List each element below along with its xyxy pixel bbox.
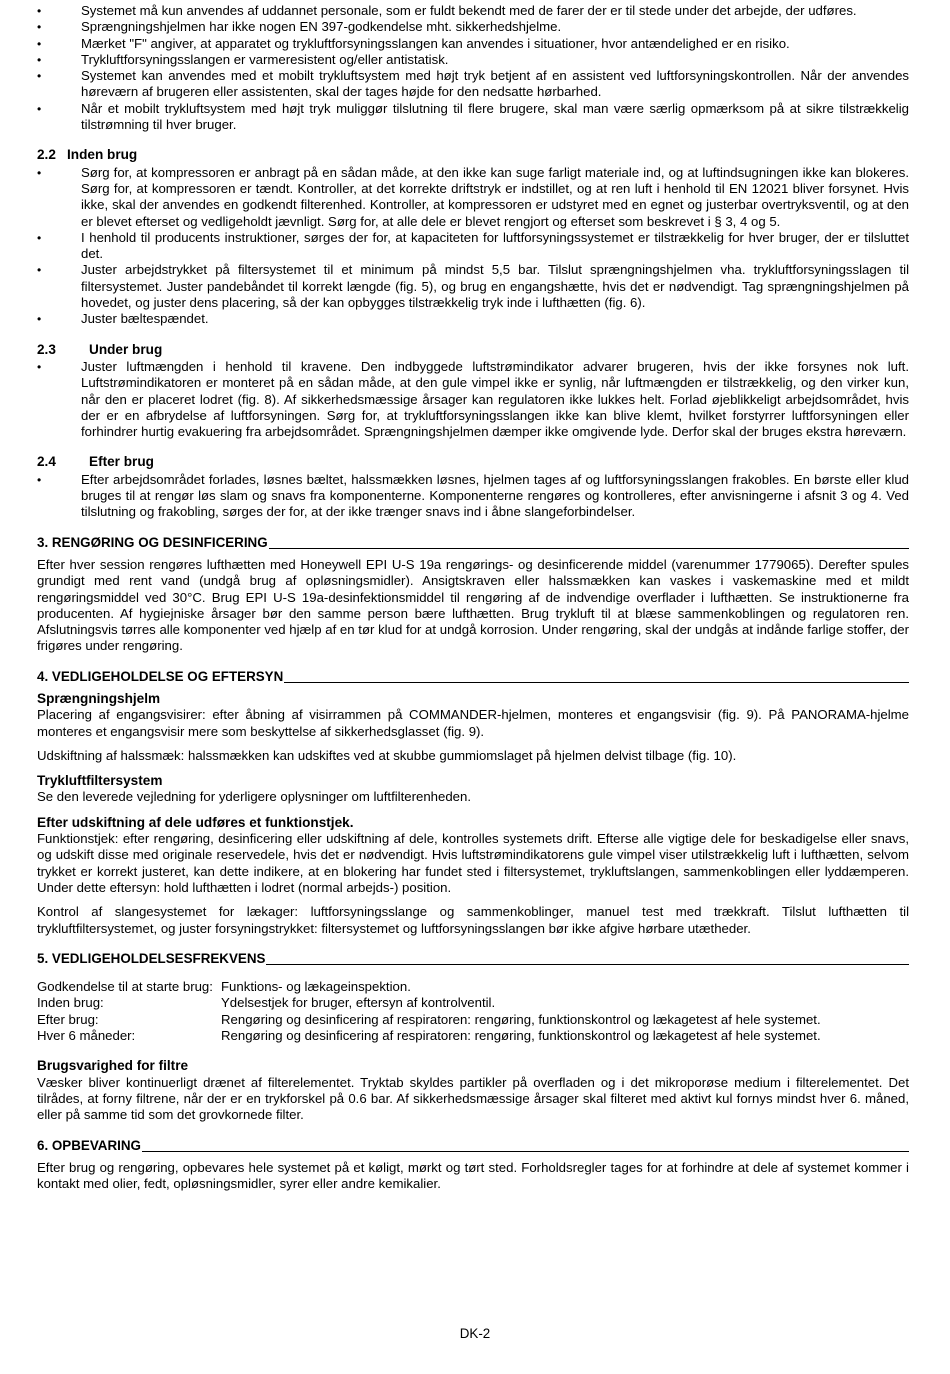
table-cell-value: Rengøring og desinficering af respiratoren: rengøring, funktionskontrol og lækagetest af hele systemet. [221, 1028, 821, 1044]
heading-rule [269, 548, 909, 549]
subsection-title: Under brug [89, 341, 163, 357]
filter-system-paragraph: Se den leverede vejledning for yderligere oplysninger om luftfilterenheden. [37, 789, 471, 805]
function-check-paragraph: Funktionstjek: efter rengøring, desinficering eller udskiftning af dele, kontrolles systemets drift. Efterse alle vigtige dele for beskadigelse eller snavs, og udskift disse med originale reservedele, hvis det er nødvendigt. Hvis luftstrømindikatorens gule vimpel viser utilstrækkelig luft i lufthætten, selvom trykket er korrekt justeret, kan dette indikere, at en blokering har fundet sted i filtersystemet, trykluftslangen, sammenkoblingen eller lyddæmperen. Under dette eftersyn: hold lufthætten i lodret (normal arbejds-) position. [37, 831, 909, 895]
cleaning-paragraph: Efter hver session rengøres lufthætten med Honeywell EPI U-S 19a rengørings- og desinficerende middel (varenummer 1779065). Derefter spules grundigt med rent vand (undgå brug af opløsningsmidler). Ansigtskraven eller halssmækken kan vaskes i vaskemaskine med et mildt rengøringsmiddel ved 30°C. Brug EPI U-S 19a-desinfektionsmiddel til rengøring af de indvendige overflader i lufthætten. Se instruktionerne fra producenten. Af hygiejniske årsager bør den samme person bære lufthætten. Brug trykluft til at blæse sammenkoblingen og regulatoren ren. Afslutningsvis tørres alle komponenter ved hjælp af en tør klud for at undgå korrosion. Under rengøring, skal der undgås at indånde farlige stoffer, der frigøres under rengøring. [37, 556, 909, 654]
storage-paragraph: Efter brug og rengøring, opbevares hele systemet på et køligt, mørkt og tørt sted. Forholdsregler tages for at forhindre at dele af systemet kommer i kontakt med olier, fedt, opløsningsmidler, syrer eller andre kemikalier. [37, 1159, 909, 1192]
list-item: • Systemet kan anvendes med et mobilt trykluftsystem med højt tryk betjent af en assistent ved luftforsyningskontrollen. Når der anvendes høreværn af brugeren eller assistenten, skal der tages højde for den nedsatte hørbarhed. [37, 68, 909, 101]
neck-bib-paragraph: Udskiftning af halssmæk: halssmækken kan udskiftes ved at skubbe gummiomslaget på hjelmen delvist tilbage (fig. 10). [37, 747, 737, 763]
section-heading-maintenance-frequency [37, 951, 909, 967]
heading-rule [266, 964, 909, 965]
heading-blasting-helmet: Sprængningshjelm [37, 690, 161, 706]
list-item: • I henhold til producents instruktioner, sørges der for, at kapaciteten for luftforsyningssystemet er tilstrækkelig for hver bruger, der er tilsluttet det. [37, 230, 909, 263]
section-title: 4. VEDLIGEHOLDELSE OG EFTERSYN [37, 668, 284, 684]
subsection-title: Inden brug [67, 147, 138, 163]
section-heading-cleaning [37, 535, 909, 551]
heading-rule [284, 682, 909, 683]
intro-bullet-list [37, 3, 909, 133]
section-title: 3. RENGØRING OG DESINFICERING [37, 534, 268, 550]
table-cell-key: Inden brug: [37, 995, 104, 1011]
table-cell-key: Godkendelse til at starte brug: [37, 979, 213, 995]
subsection-heading-2-4 [37, 454, 909, 470]
table-cell-key: Efter brug: [37, 1011, 99, 1027]
section-title: 6. OPBEVARING [37, 1137, 141, 1153]
after-use-bullet-list [37, 472, 909, 521]
list-item: • Når et mobilt trykluftsystem med højt tryk muliggør tilslutning til flere brugere, skal man være særlig opmærksom på at sikre tilstrækkelig tilstrømning til hver bruger. [37, 101, 909, 134]
filter-lifetime-paragraph: Væsker bliver kontinuerligt drænet af filterelementet. Tryktab skyldes partikler på overfladen og i det mikroporøse medium i filterelementet. Det tilrådes, at forny filtrene, når der er en trykforskel på 0.6 bar. Af sikkerhedsmæssige årsager skal filteret med aktivt kul fornys mindst hver 6. måned, eller på samme tid som det grovkornede filter. [37, 1074, 909, 1123]
list-item: • Juster luftmængden i henhold til kravene. Den indbyggede luftstrømindikator advarer brugeren, hvis der ikke forsynes nok luft. Luftstrømindikatoren er monteret på en sådan måde, at den gule vimpel ikke er synlig, når luftmængden er tilstrækkelig, og den virker kun, når den er placeret lodret (fig. 8). Af sikkerhedsmæssige årsager kan regulatoren ikke lukkes helt. Forlad øjeblikkeligt arbejdsområdet, hvis der er en afbrydelse af luftforsyningen. Sørg for, at trykluftforsyningsslangen ikke kan blive klemt, hvilket forstyrrer luftforsyningen eller forhindrer hurtig evakuering fra arbejdsområdet. Sprængningshjelmen dæmper ikke omgivende lyde. Derfor skal der bruges ekstra høreværn. [37, 359, 909, 440]
heading-air-filter-system: Trykluftfiltersystem [37, 773, 163, 789]
list-item: • Sprængningshjelmen har ikke nogen EN 397-godkendelse mht. sikkerhedshjelme. [37, 19, 909, 35]
section-title: 5. VEDLIGEHOLDELSESFREKVENS [37, 950, 266, 966]
section-heading-storage [37, 1138, 909, 1154]
list-item: • Trykluftforsyningsslangen er varmeresistent og/eller antistatisk. [37, 52, 909, 68]
list-item: • Efter arbejdsområdet forlades, løsnes bæltet, halssmækken løsnes, hjelmen tages af og luftforsyningsslangen frakobles. En børste eller klud bruges til at rengør løs slam og snavs fra komponenterne. Komponenterne rengøres og kontrolleres, efter anvisningerne i afsnit 3 og 4. Ved tilslutning og frakobling, sørges der for, at der ikke trænger snavs ind i åbne slangeforbindelser. [37, 472, 909, 521]
subsection-number: 2.4 [37, 454, 56, 470]
list-item: • Juster bæltespændet. [37, 311, 909, 327]
section-heading-maintenance [37, 669, 909, 685]
subsection-title: Efter brug [89, 454, 154, 470]
heading-rule [142, 1151, 909, 1152]
table-cell-key: Hver 6 måneder: [37, 1028, 136, 1044]
table-row [37, 1028, 909, 1044]
before-use-bullet-list [37, 165, 909, 328]
list-item: • Sørg for, at kompressoren er anbragt på en sådan måde, at den ikke kan suge farligt materiale ind, og at luftindsugningen ikke kan blokeres. Sørg for, at kompressoren er tændt. Kontroller, at det korrekte driftstryk er indstillet, og at ren luft i henhold til EN 12021 bliver forsynet. Hvis ikke, skal der anvendes en godkendt filterenhed. Kontroller, at kompressoren er udstyret med en egnet og justerbar overtryksventil, og at den er blevet efterset og vedligeholdt jævnligt. Sørg for, at alle dele er blevet rengjort og efterset som beskrevet i § 3, 4 og 5. [37, 165, 909, 230]
table-row [37, 995, 909, 1011]
table-row [37, 979, 909, 995]
list-item: • Mærket "F" angiver, at apparatet og trykluftforsyningsslangen kan anvendes i situationer, hvor antændelighed er en risiko. [37, 36, 909, 52]
table-row [37, 1012, 909, 1028]
list-item: • Juster arbejdstrykket på filtersystemet til et minimum på mindst 5,5 bar. Tilslut sprængningshjelmen vha. trykluftforsyningsslagen til filtersystemet. Juster pandebåndet til korrekt længde (fig. 5), og brug en engangshætte, hvis det er nødvendigt. Tag sprængningshjelmen på hovedet, og juster dens placering, så der kan opbygges tilstrækkelig tryk inde i lufthætten (fig. 6). [37, 262, 909, 311]
table-cell-value: Ydelsestjek for bruger, eftersyn af kontrolventil. [221, 995, 496, 1011]
leak-check-paragraph: Kontrol af slangesystemet for lækager: luftforsyningsslange og sammenkoblinger, manuel test med trækkraft. Tilslut lufthætten til trykluftfiltersystemet, og juster forsyningstrykket: filtersystemet og luftforsyningsslangen bør ikke afgive hørbare utætheder. [37, 904, 909, 936]
subsection-number: 2.3 [37, 341, 56, 357]
helmet-visor-paragraph: Placering af engangsvisirer: efter åbning af visirrammen på COMMANDER-hjelmen, monteres et engangsvisir (fig. 9). På PANORAMA-hjelme monteres et engangsvisir mere som beskyttelse af sikkerhedsglasset (fig. 9). [37, 707, 909, 739]
heading-filter-lifetime: Brugsvarighed for filtre [37, 1058, 189, 1074]
during-use-bullet-list [37, 359, 909, 440]
page-number: DK-2 [459, 1326, 491, 1341]
subsection-number: 2.2 [37, 147, 56, 163]
table-cell-value: Rengøring og desinficering af respiratoren: rengøring, funktionskontrol og lækagetest af hele systemet. [221, 1011, 821, 1027]
subsection-heading-2-2 [37, 147, 909, 163]
subsection-heading-2-3 [37, 342, 909, 358]
list-item: • Systemet må kun anvendes af uddannet personale, som er fuldt bekendt med de farer der er til stede under det arbejde, der udføres. [37, 3, 909, 19]
table-cell-value: Funktions- og lækageinspektion. [221, 979, 411, 995]
heading-function-check: Efter udskiftning af dele udføres et funktionstjek. [37, 814, 354, 830]
document-page [37, 3, 909, 1192]
maintenance-frequency-table [37, 979, 909, 1044]
